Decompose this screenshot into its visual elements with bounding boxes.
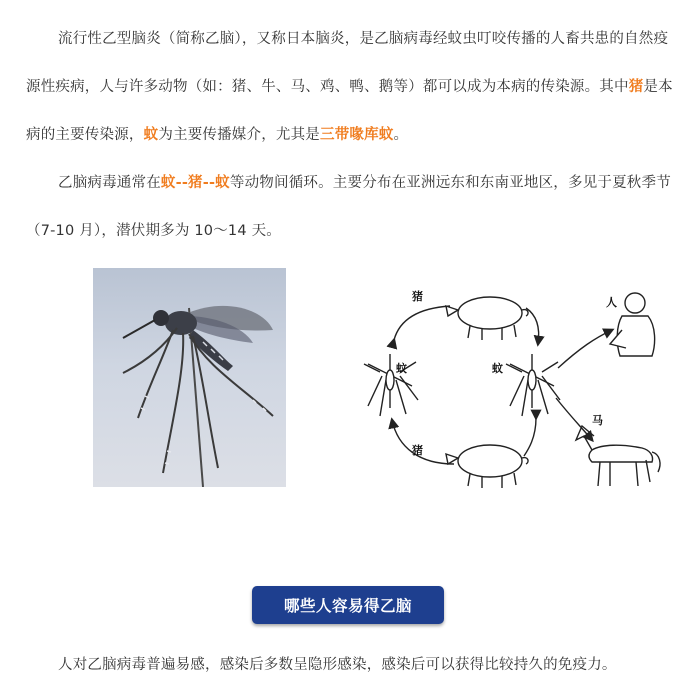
label-human: 人 (606, 296, 617, 309)
cycle-paragraph (26, 159, 676, 255)
highlight-pig: 猪 (628, 79, 644, 95)
intro-text-4: 。 (393, 127, 409, 143)
label-mosquito-left: 蚊 (396, 362, 407, 375)
highlight-mosquito: 蚊 (143, 127, 159, 143)
label-pig-bottom: 猪 (412, 444, 423, 457)
label-mosquito-right: 蚊 (492, 362, 503, 375)
transmission-cycle-diagram (360, 268, 680, 498)
label-horse: 马 (592, 414, 603, 427)
cycle-text: 乙脑病毒通常在 (58, 175, 161, 191)
highlight-cycle: 蚊--猪--蚊 (160, 175, 230, 191)
intro-text-3: 为主要传播媒介，尤其是 (158, 127, 321, 143)
cycle-drawing (360, 268, 680, 498)
mosquito-photo-illustration (93, 268, 286, 487)
intro-text-2: 是本病的主要传染源， (26, 79, 673, 143)
label-pig-top: 猪 (412, 290, 423, 303)
intro-paragraph (26, 15, 676, 159)
pig-top-icon (446, 297, 528, 340)
cycle-text-2: 等动物间循环。主要分布在亚洲远东和东南亚地区，多见于夏秋季节（7-10 月），潜伏期多为 10～14 天。 (26, 175, 671, 239)
pig-bottom-icon (446, 445, 528, 488)
susceptibility-paragraph: 人对乙脑病毒普遍易感，感染后多数呈隐形感染，感染后可以获得比较持久的免疫力。 (58, 657, 617, 673)
mosquito-photo (93, 268, 286, 487)
intro-text: 流行性乙型脑炎（简称乙脑），又称日本脑炎，是乙脑病毒经蚊虫叮咬传播的人畜共患的自然疫源性疾病，人与许多动物（如：猪、牛、马、鸡、鸭、鹅等）都可以成为本病的传染源。其中 (26, 31, 669, 95)
mosquito-left-icon (364, 354, 418, 416)
mosquito-right-icon (506, 354, 560, 416)
section-title-banner: 哪些人容易得乙脑 (252, 586, 444, 624)
highlight-species: 三带喙库蚊 (320, 127, 394, 143)
